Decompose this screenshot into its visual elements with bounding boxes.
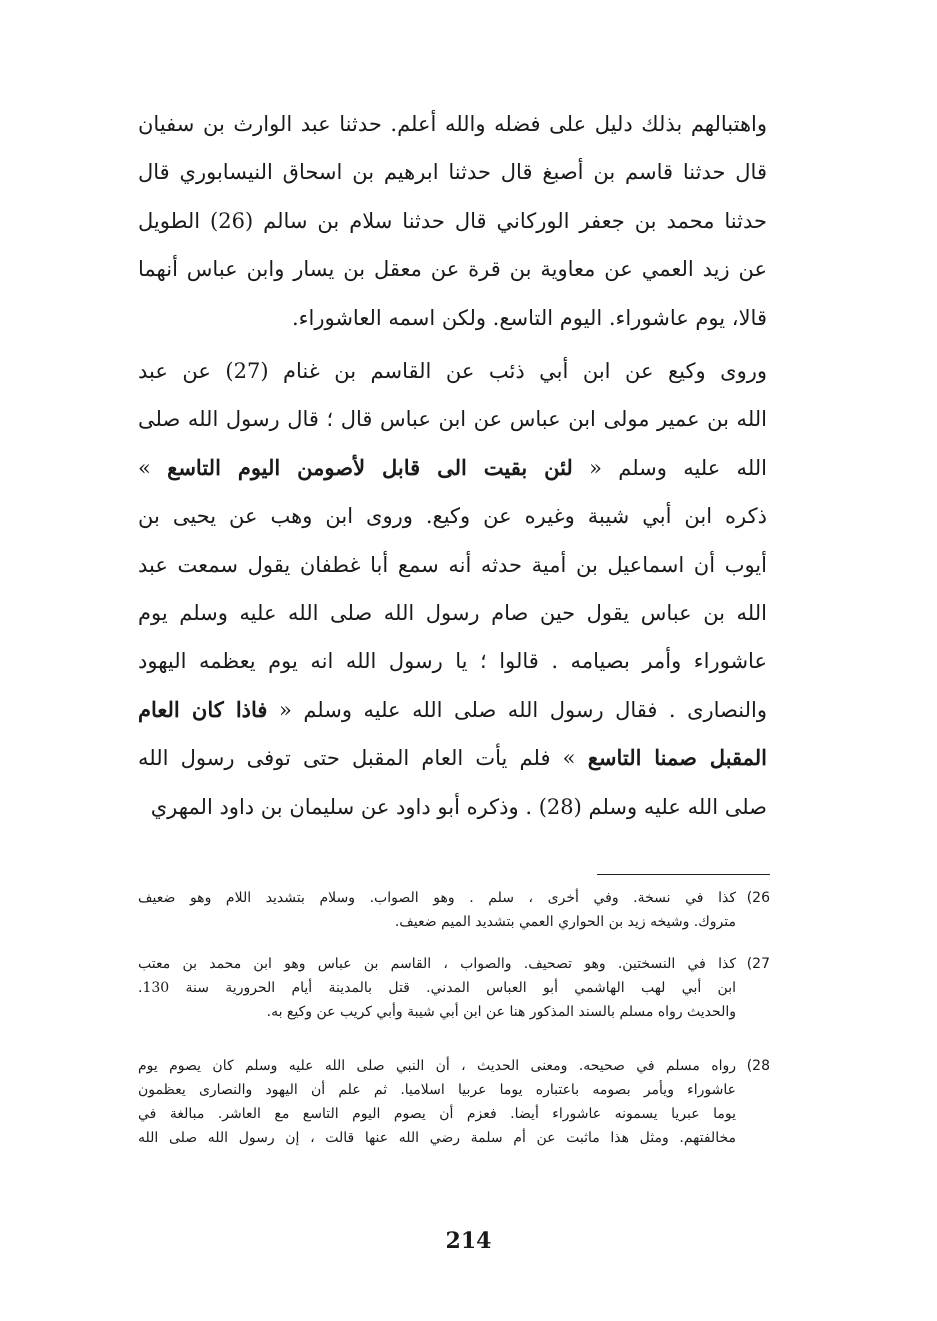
footnote-line: عاشوراء ويأمر بصومه باعتباره يوما عربيا اسلاميا. ثم علم أن اليهود والنصارى يعظمون — [138, 1082, 736, 1098]
text-line: وروى وكيع عن ابن أبي ذئب عن القاسم بن غنام (27) عن عبد — [138, 359, 767, 383]
footnote-body — [138, 1054, 736, 1150]
footnote-number: 28) — [746, 1058, 770, 1074]
text-line — [138, 734, 767, 782]
footnote-line: ابن أبي لهب الهاشمي أبو العباس المدني. قتل بالمدينة أيام الحرورية سنة 130. — [138, 980, 736, 996]
text-line: صلى الله عليه وسلم (28) . وذكره أبو داود عن سليمان بن داود المهري — [150, 794, 767, 819]
hadith-quote: فاذا كان العام — [138, 696, 268, 722]
text-line: حدثنا محمد بن جعفر الوركاني قال حدثنا سلام بن سالم (26) الطويل — [138, 208, 767, 233]
text-line: قال حدثنا قاسم بن أصبغ قال حدثنا ابرهيم بن اسحاق النيسابوري قال — [138, 160, 767, 185]
page-number: 214 — [445, 1228, 492, 1254]
text-line: الله بن عمير مولى ابن عباس عن ابن عباس قال ؛ قال رسول الله صلى — [138, 407, 767, 432]
text-line — [138, 444, 767, 492]
body-paragraph-2 — [138, 347, 767, 831]
footnote-line: والحديث رواه مسلم بالسند المذكور هنا عن ابن أبي شيبة وأبي كريب عن وكيع به. — [266, 1004, 736, 1020]
text-line: الله بن عباس يقول حين صام رسول الله صلى الله عليه وسلم يوم — [138, 600, 767, 625]
footnote-number: 26) — [746, 890, 770, 906]
text-line: عاشوراء وأمر بصيامه . قالوا ؛ يا رسول الله انه يوم يعظمه اليهود — [138, 649, 767, 674]
footnote-number: 27) — [746, 956, 770, 972]
footnote-body — [138, 952, 736, 1024]
hadith-quote: لئن بقيت الى قابل لأصومن اليوم التاسع — [167, 454, 573, 480]
text-line: قالا، يوم عاشوراء. اليوم التاسع. ولكن اسمه العاشوراء. — [291, 305, 767, 330]
footnote-divider — [597, 874, 770, 875]
body-paragraph-1 — [138, 100, 767, 342]
text-line: ذكره ابن أبي شيبة وغيره عن وكيع. وروى ابن وهب عن يحيى بن — [138, 504, 767, 529]
hadith-quote: المقبل صمنا التاسع — [587, 745, 767, 771]
footnote-line: كذا في نسخة. وفي أخرى ، سلم . وهو الصواب. وسلام بتشديد اللام وهو ضعيف — [138, 890, 736, 906]
line-text: » — [138, 455, 151, 480]
footnote-line: مخالفتهم. ومثل هذا ماثبت عن أم سلمة رضي الله عنها قالت ، إن رسول الله صلى الله — [138, 1130, 736, 1146]
footnote-line: كذا في النسختين. وهو تصحيف. والصواب ، القاسم بن عباس وهو ابن محمد بن معتب — [138, 956, 736, 972]
text-line: أيوب أن اسماعيل بن أمية حدثه أنه سمع أبا غطفان يقول سمعت عبد — [138, 552, 767, 577]
line-text: » فلم يأت العام المقبل حتى توفى رسول الله — [138, 746, 576, 771]
line-text: الله عليه وسلم « — [589, 455, 767, 480]
line-text: والنصارى . فقال رسول الله صلى الله عليه وسلم « — [278, 697, 767, 722]
text-line — [138, 686, 767, 734]
footnote-line: رواه مسلم في صحيحه. ومعنى الحديث ، أن النبي صلى الله عليه وسلم كان يصوم يوم — [138, 1058, 736, 1074]
text-line: عن زيد العمي عن معاوية بن قرة عن معقل بن يسار وابن عباس أنهما — [138, 257, 767, 282]
footnote-line: متروك. وشيخه زيد بن الحواري العمي بتشديد الميم ضعيف. — [394, 914, 736, 930]
text-line: واهتبالهم بذلك دليل على فضله والله أعلم. حدثنا عبد الوارث بن سفيان — [138, 112, 767, 136]
footnote-line: يوما عبريا يسمونه عاشوراء أيضا. فعزم أن يصوم اليوم التاسع مع العاشر. مبالغة في — [138, 1106, 736, 1122]
footnote-body — [138, 886, 736, 934]
